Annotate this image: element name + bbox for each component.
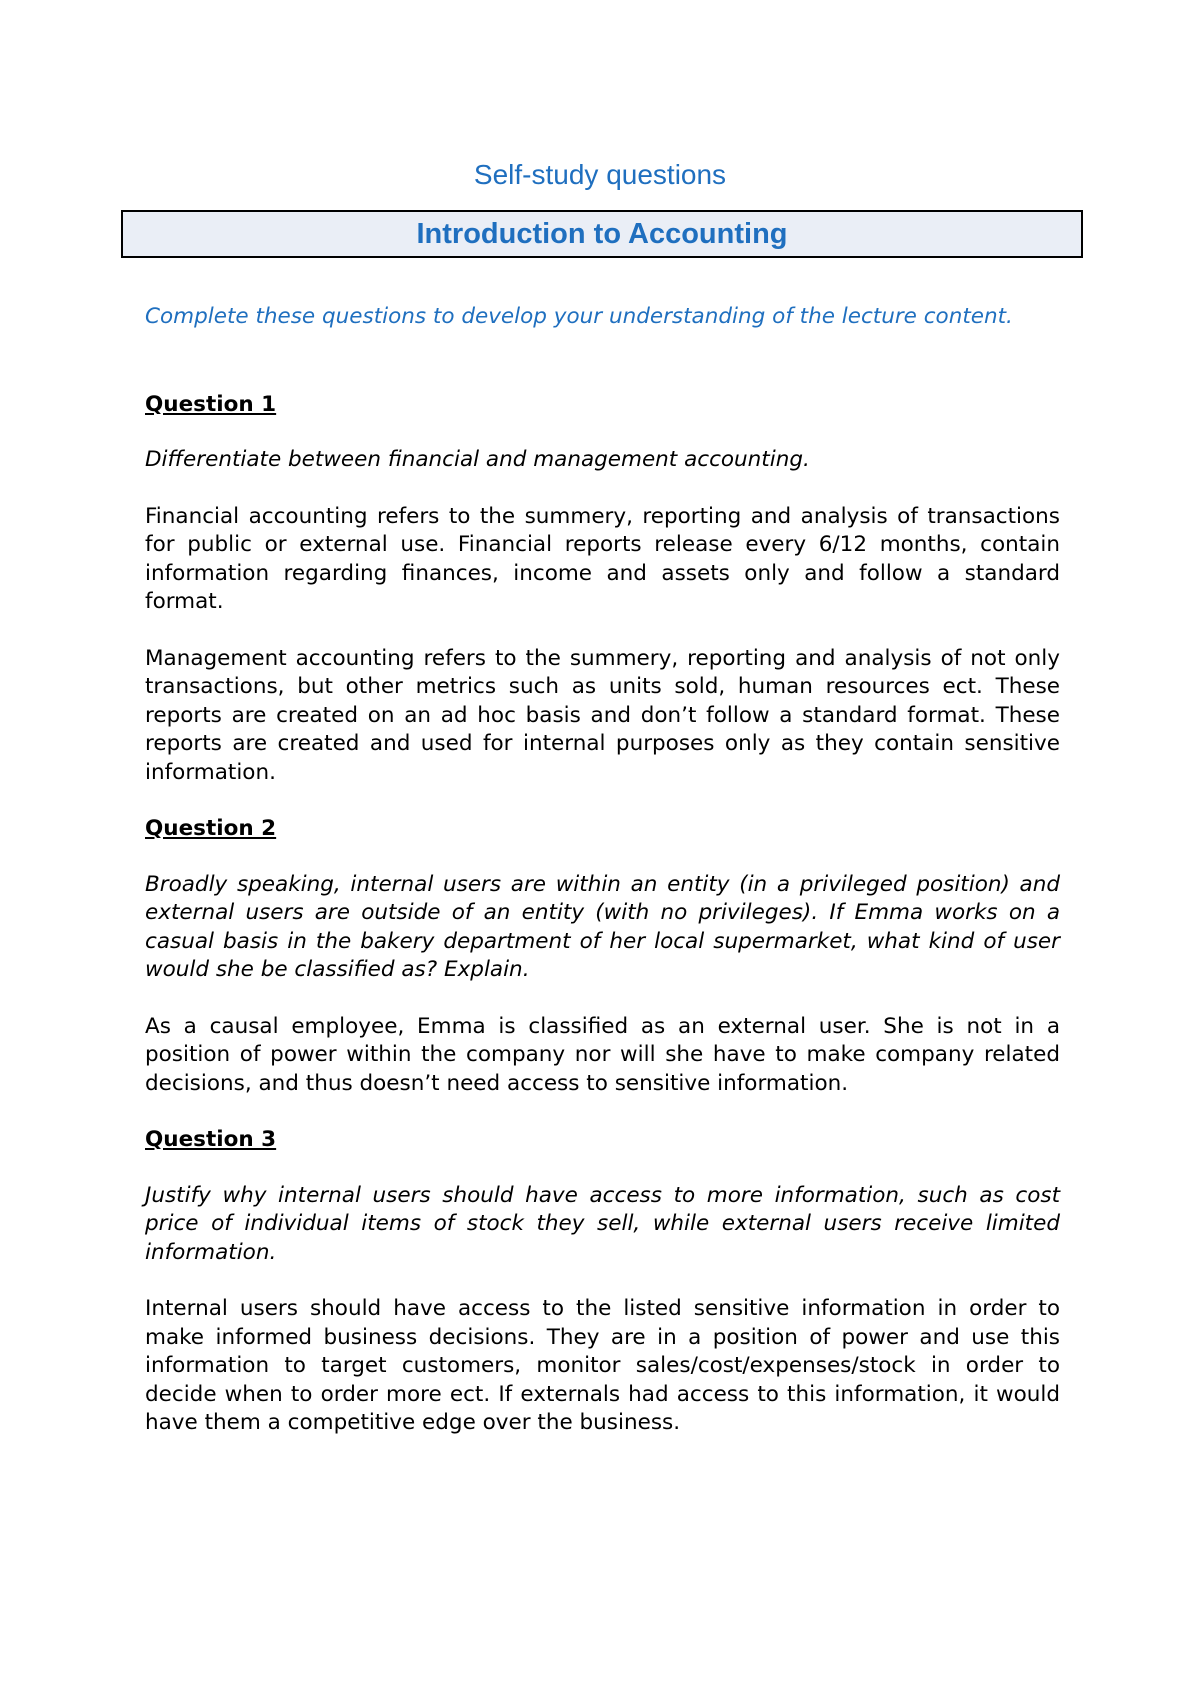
document-title: Introduction to Accounting xyxy=(416,218,788,250)
spacer xyxy=(145,985,1060,1013)
spacer xyxy=(145,1098,1060,1126)
spacer xyxy=(145,419,1060,446)
intro-text: Complete these questions to develop your understanding of the lecture content. xyxy=(145,304,1013,329)
spacer xyxy=(145,1155,1060,1182)
question-heading: Question 2 xyxy=(145,816,277,841)
question-prompt: Broadly speaking, internal users are within an entity (in a privileged position) and external users are outside of an entity (with no privileges). If Emma works on a casual basis in the bakery department of her local supermarket, what kind of user would she be classified as? Explain. xyxy=(145,871,1060,982)
spacer xyxy=(145,332,1060,391)
answer-paragraph: As a causal employee, Emma is classified as an external user. She is not in a position of power within the company nor will she have to make company related decisions, and thus doesn’t need access to sensitive information. xyxy=(145,1013,1060,1096)
answer-paragraph: Internal users should have access to the listed sensitive information in order to make informed business decisions. They are in a position of power and use this information to target customers, monitor sales/cost/expenses/stock in order to decide when to order more ect. If externals had access to this information, it would have them a competitive edge over the business. xyxy=(145,1296,1060,1435)
spacer xyxy=(145,617,1060,645)
spacer xyxy=(145,787,1060,815)
question-prompt: Justify why internal users should have access to more information, such as cost price of individual items of stock they sell, while external users receive limited information. xyxy=(145,1182,1060,1265)
question-3 xyxy=(145,1126,1060,1438)
question-heading: Question 1 xyxy=(145,391,277,417)
spacer xyxy=(145,1267,1060,1295)
document-subtitle: Self-study questions xyxy=(473,159,727,190)
question-1 xyxy=(145,391,1060,788)
spacer xyxy=(145,475,1060,503)
document-body xyxy=(145,303,1060,1438)
question-heading: Question 3 xyxy=(145,1127,277,1152)
question-prompt: Differentiate between financial and management accounting. xyxy=(145,447,810,472)
answer-paragraph: Financial accounting refers to the summery, reporting and analysis of transactions for public or external use. Financial reports release every 6/12 months, contain information regarding finances, income and assets only and follow a standard format. xyxy=(145,503,1060,614)
question-2 xyxy=(145,815,1060,1098)
title-box xyxy=(121,210,1083,258)
spacer xyxy=(145,844,1060,871)
answer-paragraph: Management accounting refers to the summery, reporting and analysis of not only transactions, but other metrics such as units sold, human resources ect. These reports are created on an ad hoc basis and don’t follow a standard format. These reports are created and used for internal purposes only as they contain sensitive information. xyxy=(145,645,1060,785)
